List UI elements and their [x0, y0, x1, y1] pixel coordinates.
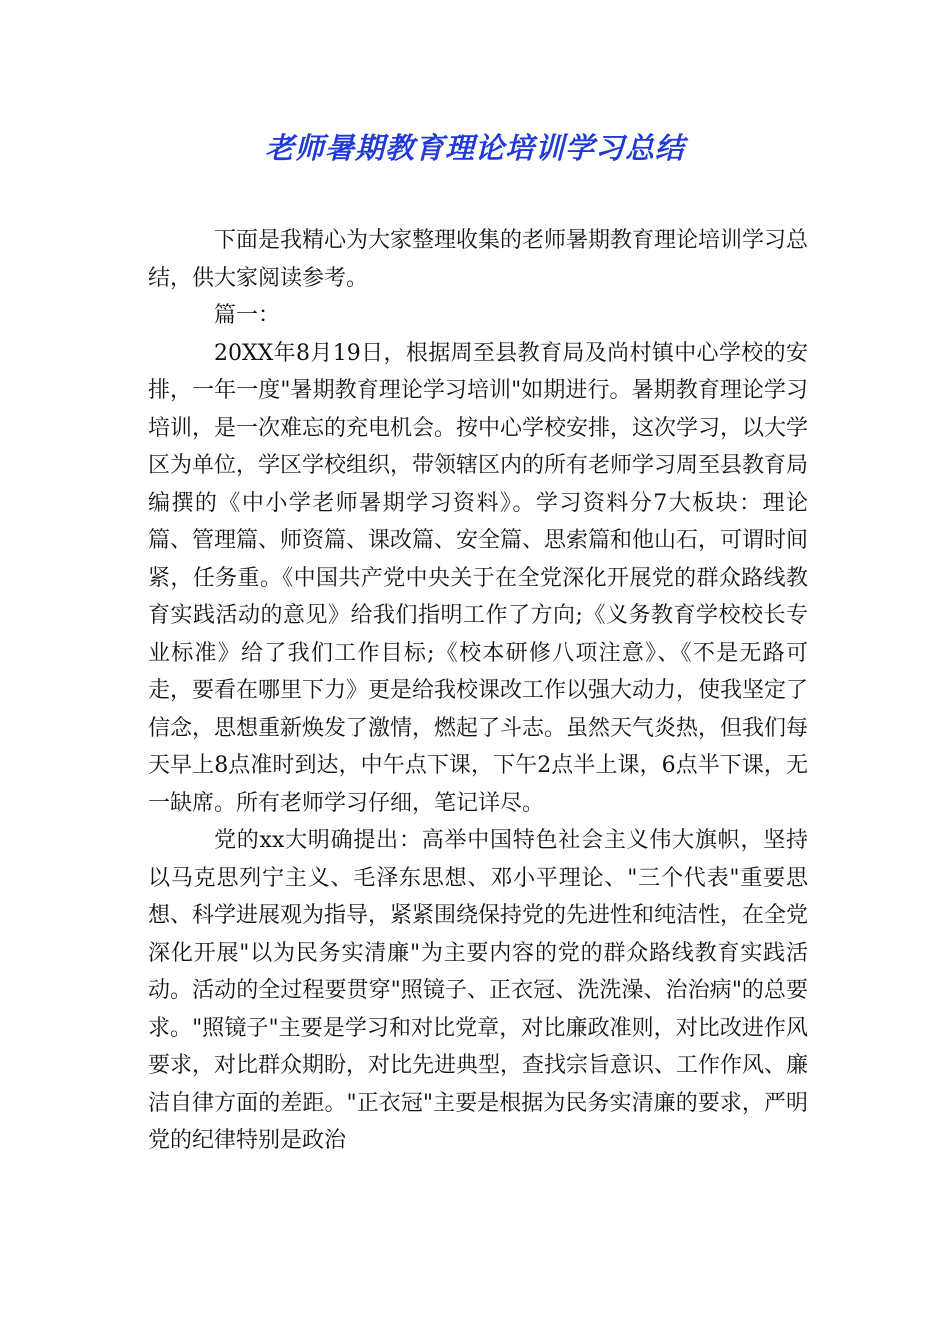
document-title: 老师暑期教育理论培训学习总结	[264, 131, 685, 165]
paragraph-party-congress: 党的xx大明确提出：高举中国特色社会主义伟大旗帜，坚持以马克思列宁主义、毛泽东思想、邓小平理论、"三个代表"重要思想、科学进展观为指导，紧紧围绕保持党的先进性和纯洁性，在全党深化开展"以为民务实清廉"为主要内容的党的群众路线教育实践活动。活动的全过程要贯穿"照镜子、正衣冠、洗洗澡、治治病"的总要求。"照镜子"主要是学习和对比党章，对比廉政准则，对比改进作风要求，对比群众期盼，对比先进典型，查找宗旨意识、工作作风、廉洁自律方面的差距。"正衣冠"主要是根据为民务实清廉的要求，严明党的纪律特别是政治	[148, 828, 809, 1153]
document-body	[148, 222, 808, 1160]
paragraph-training-overview: 20XX年8月19日，根据周至县教育局及尚村镇中心学校的安排，一年一度"暑期教育理论学习培训"如期进行。暑期教育理论学习培训，是一次难忘的充电机会。按中心学校安排，这次学习，以大学区为单位，学区学校组织，带领辖区内的所有老师学习周至县教育局编撰的《中小学老师暑期学习资料》。学习资料分7大板块：理论篇、管理篇、师资篇、课改篇、安全篇、思索篇和他山石，可谓时间紧，任务重。《中国共产党中央关于在全党深化开展党的群众路线教育实践活动的意见》给我们指明工作了方向;《义务教育学校校长专业标准》给了我们工作目标;《校本研修八项注意》、《不是无路可走，要看在哪里下力》更是给我校课改工作以强大动力，使我坚定了信念，思想重新焕发了激情，燃起了斗志。虽然天气炎热，但我们每天早上8点准时到达，中午点下课，下午2点半上课，6点半下课，无一缺席。所有老师学习仔细，笔记详尽。	[148, 340, 809, 816]
paragraph-intro: 下面是我精心为大家整理收集的老师暑期教育理论培训学习总结，供大家阅读参考。	[148, 228, 809, 291]
paragraph-section-heading: 篇一：	[214, 303, 281, 328]
